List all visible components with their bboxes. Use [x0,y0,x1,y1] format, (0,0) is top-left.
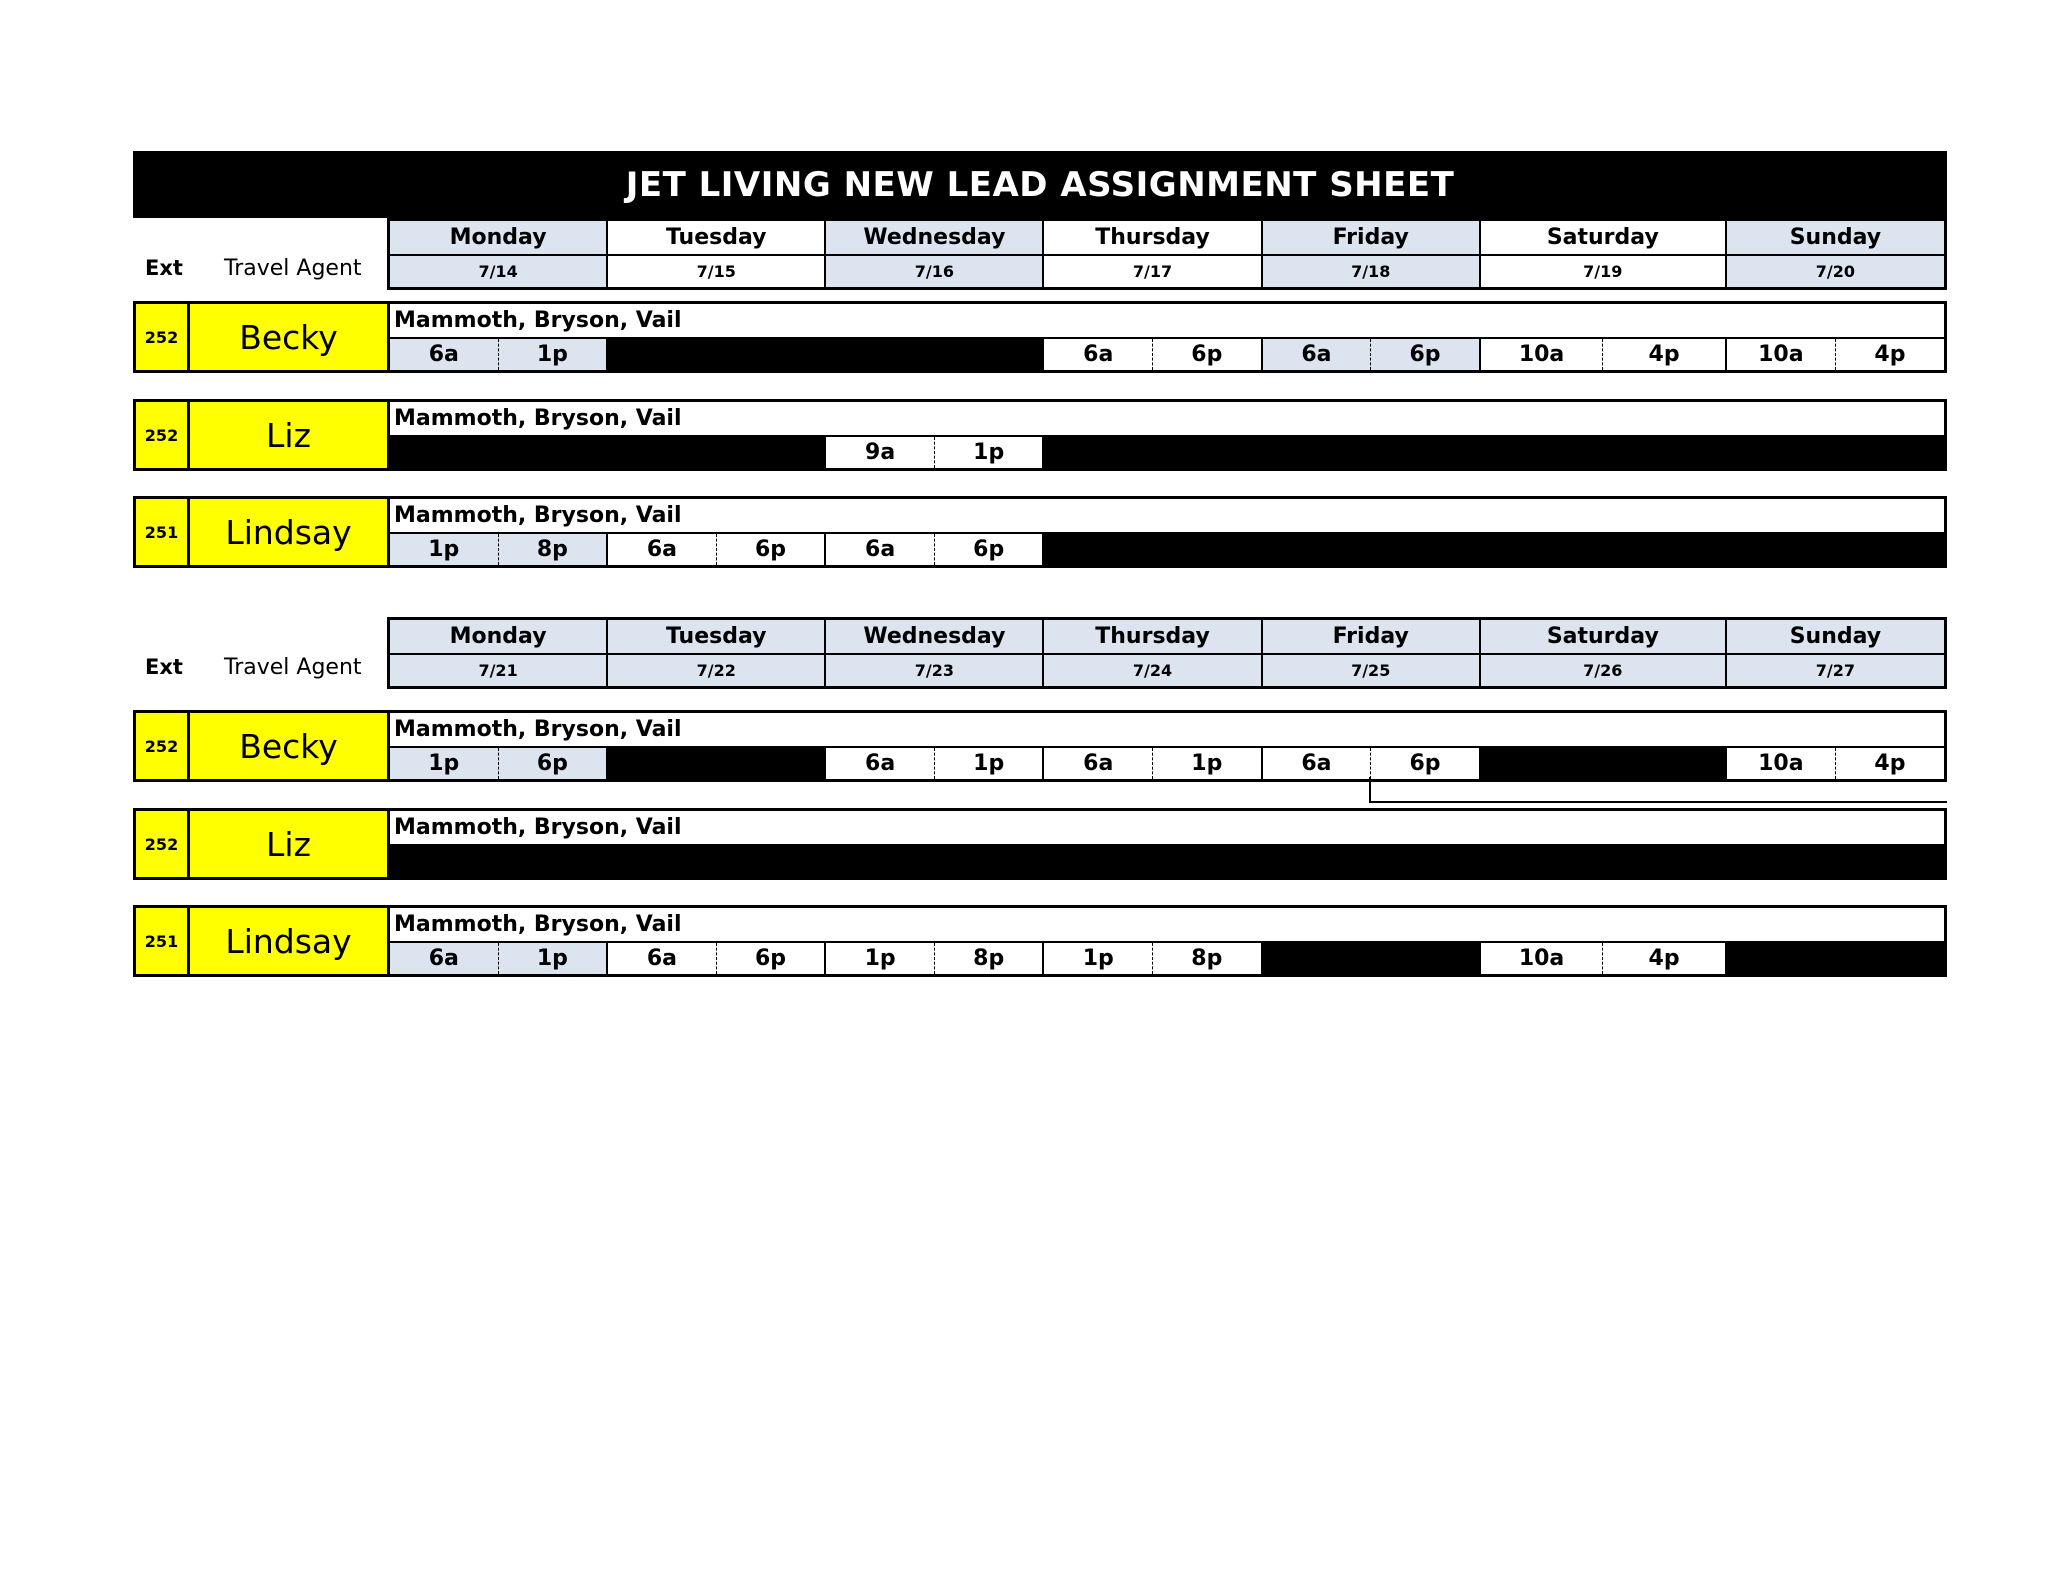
blocked-day [608,339,826,370]
day-column [826,221,1044,287]
agent-row-lindsay [133,496,1947,568]
shift-end: 6p [973,537,1005,562]
blocked-day [390,846,608,877]
day-date: 7/14 [390,256,606,287]
shift-cell [1481,943,1727,974]
shift-end: 6p [754,946,787,971]
day-column [1481,620,1727,686]
shift-cell [1263,339,1481,370]
blocked-day [1727,943,1944,974]
blocked-day [1727,437,1944,468]
shift-start: 6a [1044,339,1153,370]
shift-end: 6p [1409,342,1441,367]
shift-cell [826,748,1044,779]
ext-column-label: Ext [145,655,183,679]
shift-slots [390,534,1944,565]
agent-schedule [387,710,1947,782]
shift-cell [826,943,1044,974]
shift-cell [1044,943,1262,974]
shift-start: 6a [1263,339,1372,370]
blocked-day [1481,846,1727,877]
shift-end: 4p [1874,342,1906,367]
agent-name: Becky [190,301,387,373]
day-column [608,221,826,287]
agent-schedule [387,808,1947,880]
day-name: Saturday [1481,221,1725,256]
day-headers [387,218,1947,290]
day-date: 7/27 [1727,655,1944,686]
shift-end: 6p [754,537,787,562]
shift-start: 6a [1044,748,1153,779]
day-column [1044,221,1262,287]
day-name: Friday [1263,620,1479,655]
shift-start: 6a [826,748,935,779]
shift-cell [608,943,826,974]
shift-slots [390,846,1944,877]
day-name: Monday [390,221,606,256]
day-date: 7/23 [826,655,1042,686]
agent-name: Liz [190,808,387,880]
shift-end: 1p [536,342,568,367]
agent-extension: 252 [133,808,190,880]
day-name: Tuesday [608,221,824,256]
agent-regions: Mammoth, Bryson, Vail [390,713,1944,748]
blocked-day [608,846,826,877]
blocked-day [1044,534,1262,565]
day-name: Wednesday [826,221,1042,256]
day-column [608,620,826,686]
agent-schedule [387,496,1947,568]
day-column [826,620,1044,686]
blocked-day [1263,534,1481,565]
day-column [1263,620,1481,686]
shift-start: 6a [390,943,499,974]
day-date: 7/22 [608,655,824,686]
day-date: 7/25 [1263,655,1479,686]
blocked-day [1481,437,1727,468]
shift-start: 10a [1727,339,1836,370]
blocked-day [826,846,1044,877]
agent-regions: Mammoth, Bryson, Vail [390,908,1944,943]
agent-extension: 251 [133,496,190,568]
shift-end: 1p [1191,751,1223,776]
day-name: Sunday [1727,620,1944,655]
day-name: Thursday [1044,221,1260,256]
day-column [1044,620,1262,686]
day-name: Monday [390,620,606,655]
agent-row-liz [133,399,1947,471]
shift-cell [390,943,608,974]
day-name: Thursday [1044,620,1260,655]
shift-start: 1p [390,534,499,565]
day-date: 7/24 [1044,655,1260,686]
day-column [1263,221,1481,287]
divider-mark [1369,777,1371,802]
blocked-day [1481,534,1727,565]
agent-extension: 252 [133,710,190,782]
shift-end: 4p [1874,751,1906,776]
day-column [390,620,608,686]
week-header-2 [133,617,1947,689]
shift-end: 8p [973,946,1005,971]
agent-extension: 252 [133,301,190,373]
day-date: 7/16 [826,256,1042,287]
shift-end: 1p [973,751,1005,776]
ext-column-label: Ext [145,256,183,280]
shift-start: 10a [1481,339,1604,370]
shift-slots [390,339,1944,370]
shift-cell [1044,748,1262,779]
agent-regions: Mammoth, Bryson, Vail [390,402,1944,437]
shift-cell [1263,748,1481,779]
day-name: Wednesday [826,620,1042,655]
day-name: Friday [1263,221,1479,256]
shift-start: 6a [826,534,935,565]
day-headers [387,617,1947,689]
agent-regions: Mammoth, Bryson, Vail [390,304,1944,339]
shift-end: 4p [1648,342,1680,367]
shift-start: 10a [1481,943,1604,974]
shift-cell [1044,339,1262,370]
agent-name: Lindsay [190,496,387,568]
blocked-day [1044,437,1262,468]
agent-regions: Mammoth, Bryson, Vail [390,499,1944,534]
day-name: Tuesday [608,620,824,655]
shift-slots [390,437,1944,468]
shift-end: 8p [1191,946,1223,971]
day-column [390,221,608,287]
day-column [1727,221,1944,287]
agent-regions: Mammoth, Bryson, Vail [390,811,1944,846]
shift-start: 6a [608,943,717,974]
shift-slots [390,943,1944,974]
shift-slots [390,748,1944,779]
blocked-day [1727,846,1944,877]
shift-cell [1727,748,1944,779]
day-date: 7/15 [696,262,736,281]
sheet-title: JET LIVING NEW LEAD ASSIGNMENT SHEET [133,151,1947,218]
agent-schedule [387,905,1947,977]
week-header-1 [133,218,1947,290]
blocked-day [390,437,608,468]
shift-start: 10a [1727,748,1836,779]
shift-start: 6a [608,534,717,565]
agent-name: Lindsay [190,905,387,977]
shift-cell [608,534,826,565]
shift-end: 6p [1409,751,1441,776]
day-date: 7/20 [1727,256,1944,287]
agent-schedule [387,301,1947,373]
shift-cell [390,534,608,565]
blocked-day [1263,846,1481,877]
shift-end: 6p [1191,342,1223,367]
agent-extension: 252 [133,399,190,471]
shift-start: 9a [826,437,935,468]
agent-row-lindsay [133,905,1947,977]
shift-cell [390,339,608,370]
blocked-day [608,748,826,779]
agent-column-label: Travel Agent [224,256,362,281]
day-date: 7/17 [1132,262,1173,281]
shift-cell [390,748,608,779]
divider-line [1369,801,1947,803]
agent-column-label: Travel Agent [224,655,362,680]
shift-start: 6a [390,339,499,370]
shift-start: 1p [390,748,499,779]
shift-start: 1p [1044,943,1153,974]
blocked-day [1263,943,1481,974]
agent-row-becky [133,710,1947,782]
blocked-day [1727,534,1944,565]
shift-cell [826,534,1044,565]
day-column [1727,620,1944,686]
shift-cell [1481,339,1727,370]
shift-cell [1727,339,1944,370]
day-column [1481,221,1727,287]
day-name: Saturday [1481,620,1725,655]
agent-row-becky [133,301,1947,373]
shift-start: 1p [826,943,935,974]
shift-end: 4p [1648,946,1680,971]
agent-extension: 251 [133,905,190,977]
shift-end: 1p [536,946,568,971]
agent-row-liz [133,808,1947,880]
shift-end: 8p [536,537,568,562]
day-date: 7/26 [1481,655,1725,686]
blocked-day [1481,748,1727,779]
day-date: 7/19 [1583,262,1623,281]
blocked-day [1263,437,1481,468]
day-date: 7/21 [390,655,606,686]
blocked-day [608,437,826,468]
shift-cell [826,437,1044,468]
blocked-day [826,339,1044,370]
agent-name: Liz [190,399,387,471]
blocked-day [1044,846,1262,877]
agent-name: Becky [190,710,387,782]
day-name: Sunday [1727,221,1944,256]
agent-schedule [387,399,1947,471]
day-date: 7/18 [1263,256,1479,287]
shift-start: 6a [1263,748,1372,779]
shift-end: 6p [536,751,568,776]
shift-end: 1p [973,440,1005,465]
